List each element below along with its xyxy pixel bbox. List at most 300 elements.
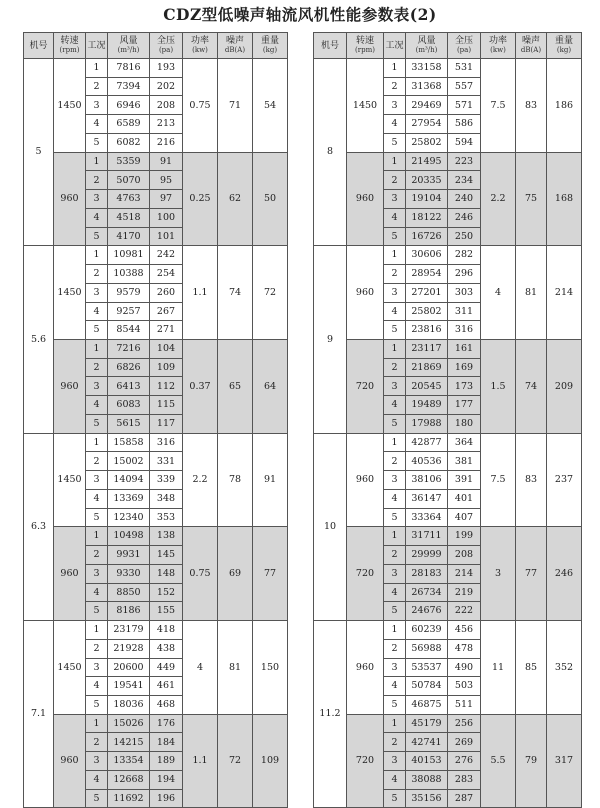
condition-cell: 5	[384, 789, 406, 808]
airflow-cell: 27954	[406, 115, 448, 134]
model-cell: 5.6	[24, 246, 54, 433]
table-row	[24, 152, 288, 171]
col-speed: 转速 (rpm)	[54, 33, 86, 59]
pressure-cell: 240	[448, 190, 481, 209]
airflow-cell: 14215	[108, 733, 150, 752]
pressure-cell: 461	[150, 677, 183, 696]
condition-cell: 1	[86, 59, 108, 78]
condition-cell: 1	[384, 152, 406, 171]
pressure-cell: 180	[448, 414, 481, 433]
condition-cell: 2	[384, 171, 406, 190]
pressure-cell: 223	[448, 152, 481, 171]
condition-cell: 2	[86, 639, 108, 658]
condition-cell: 2	[86, 733, 108, 752]
condition-cell: 3	[86, 658, 108, 677]
model-cell: 11.2	[314, 621, 347, 808]
speed-cell: 960	[347, 152, 384, 246]
noise-cell: 74	[516, 340, 547, 434]
speed-cell: 1450	[54, 621, 86, 715]
col-weight: 重量 (kg)	[547, 33, 582, 59]
table-body	[314, 59, 582, 808]
pressure-cell: 283	[448, 770, 481, 789]
airflow-cell: 31368	[406, 77, 448, 96]
weight-cell: 186	[547, 59, 582, 153]
pressure-cell: 438	[150, 639, 183, 658]
condition-cell: 3	[86, 377, 108, 396]
table-row	[314, 246, 582, 265]
params-table-right	[313, 32, 582, 808]
condition-cell: 5	[86, 133, 108, 152]
airflow-cell: 8544	[108, 321, 150, 340]
pressure-cell: 331	[150, 452, 183, 471]
weight-cell: 168	[547, 152, 582, 246]
airflow-cell: 10388	[108, 265, 150, 284]
pressure-cell: 246	[448, 208, 481, 227]
condition-cell: 5	[384, 414, 406, 433]
pressure-cell: 242	[150, 246, 183, 265]
airflow-cell: 29999	[406, 546, 448, 565]
condition-cell: 1	[384, 59, 406, 78]
condition-cell: 5	[384, 602, 406, 621]
condition-cell: 2	[86, 77, 108, 96]
pressure-cell: 173	[448, 377, 481, 396]
condition-cell: 4	[86, 770, 108, 789]
condition-cell: 4	[384, 770, 406, 789]
pressure-cell: 269	[448, 733, 481, 752]
airflow-cell: 4170	[108, 227, 150, 246]
airflow-cell: 23179	[108, 621, 150, 640]
power-cell: 0.75	[183, 59, 218, 153]
header-row	[314, 33, 582, 59]
condition-cell: 4	[384, 208, 406, 227]
condition-cell: 3	[86, 96, 108, 115]
col-power: 功率 (kw)	[183, 33, 218, 59]
pressure-cell: 100	[150, 208, 183, 227]
condition-cell: 5	[384, 321, 406, 340]
table-row	[314, 433, 582, 452]
pressure-cell: 311	[448, 302, 481, 321]
condition-cell: 1	[384, 433, 406, 452]
condition-cell: 2	[384, 358, 406, 377]
airflow-cell: 42741	[406, 733, 448, 752]
condition-cell: 3	[86, 471, 108, 490]
condition-cell: 1	[86, 340, 108, 359]
airflow-cell: 9257	[108, 302, 150, 321]
condition-cell: 1	[86, 246, 108, 265]
model-cell: 6.3	[24, 433, 54, 620]
noise-cell: 79	[516, 714, 547, 808]
airflow-cell: 16726	[406, 227, 448, 246]
condition-cell: 2	[86, 452, 108, 471]
noise-cell: 77	[516, 527, 547, 621]
airflow-cell: 8850	[108, 583, 150, 602]
model-cell: 10	[314, 433, 347, 620]
header-row	[24, 33, 288, 59]
pressure-cell: 109	[150, 358, 183, 377]
airflow-cell: 5359	[108, 152, 150, 171]
speed-cell: 960	[54, 152, 86, 246]
pressure-cell: 208	[448, 546, 481, 565]
condition-cell: 5	[86, 695, 108, 714]
col-model: 机号	[314, 33, 347, 59]
condition-cell: 3	[384, 564, 406, 583]
pressure-cell: 353	[150, 508, 183, 527]
airflow-cell: 6083	[108, 396, 150, 415]
speed-cell: 1450	[54, 433, 86, 527]
condition-cell: 4	[86, 396, 108, 415]
pressure-cell: 407	[448, 508, 481, 527]
params-table-left	[23, 32, 288, 808]
pressure-cell: 193	[150, 59, 183, 78]
table-row	[314, 621, 582, 640]
airflow-cell: 9931	[108, 546, 150, 565]
airflow-cell: 46875	[406, 695, 448, 714]
condition-cell: 5	[86, 508, 108, 527]
pressure-cell: 189	[150, 752, 183, 771]
col-pressure: 全压 (pa)	[150, 33, 183, 59]
table-row	[314, 59, 582, 78]
pressure-cell: 145	[150, 546, 183, 565]
pressure-cell: 256	[448, 714, 481, 733]
weight-cell: 72	[253, 246, 288, 340]
airflow-cell: 20600	[108, 658, 150, 677]
condition-cell: 1	[86, 621, 108, 640]
col-pressure: 全压 (pa)	[448, 33, 481, 59]
condition-cell: 3	[86, 752, 108, 771]
condition-cell: 4	[384, 302, 406, 321]
power-cell: 5.5	[481, 714, 516, 808]
airflow-cell: 4518	[108, 208, 150, 227]
power-cell: 7.5	[481, 433, 516, 527]
condition-cell: 3	[384, 377, 406, 396]
weight-cell: 64	[253, 340, 288, 434]
pressure-cell: 250	[448, 227, 481, 246]
pressure-cell: 586	[448, 115, 481, 134]
pressure-cell: 199	[448, 527, 481, 546]
pressure-cell: 115	[150, 396, 183, 415]
pressure-cell: 287	[448, 789, 481, 808]
airflow-cell: 12668	[108, 770, 150, 789]
speed-cell: 1450	[54, 59, 86, 153]
airflow-cell: 21928	[108, 639, 150, 658]
airflow-cell: 28183	[406, 564, 448, 583]
power-cell: 4	[481, 246, 516, 340]
weight-cell: 91	[253, 433, 288, 527]
airflow-cell: 20545	[406, 377, 448, 396]
weight-cell: 54	[253, 59, 288, 153]
condition-cell: 2	[384, 546, 406, 565]
speed-cell: 960	[347, 246, 384, 340]
airflow-cell: 60239	[406, 621, 448, 640]
pressure-cell: 276	[448, 752, 481, 771]
pressure-cell: 216	[150, 133, 183, 152]
col-condition: 工况	[86, 33, 108, 59]
pressure-cell: 169	[448, 358, 481, 377]
pressure-cell: 303	[448, 283, 481, 302]
noise-cell: 74	[218, 246, 253, 340]
condition-cell: 1	[384, 246, 406, 265]
pressure-cell: 234	[448, 171, 481, 190]
table-body	[24, 59, 288, 808]
airflow-cell: 28954	[406, 265, 448, 284]
condition-cell: 5	[86, 602, 108, 621]
airflow-cell: 24676	[406, 602, 448, 621]
col-airflow: 风量 (m³/h)	[406, 33, 448, 59]
airflow-cell: 30606	[406, 246, 448, 265]
noise-cell: 72	[218, 714, 253, 808]
pressure-cell: 202	[150, 77, 183, 96]
condition-cell: 2	[384, 265, 406, 284]
table-row	[314, 340, 582, 359]
airflow-cell: 36147	[406, 489, 448, 508]
condition-cell: 2	[86, 171, 108, 190]
weight-cell: 237	[547, 433, 582, 527]
pressure-cell: 213	[150, 115, 183, 134]
airflow-cell: 7394	[108, 77, 150, 96]
condition-cell: 4	[86, 208, 108, 227]
pressure-cell: 254	[150, 265, 183, 284]
pressure-cell: 381	[448, 452, 481, 471]
condition-cell: 2	[384, 452, 406, 471]
weight-cell: 214	[547, 246, 582, 340]
airflow-cell: 20335	[406, 171, 448, 190]
airflow-cell: 19541	[108, 677, 150, 696]
page-title: CDZ型低噪声轴流风机性能参数表(2)	[163, 5, 437, 24]
airflow-cell: 27201	[406, 283, 448, 302]
pressure-cell: 449	[150, 658, 183, 677]
pressure-cell: 148	[150, 564, 183, 583]
airflow-cell: 10981	[108, 246, 150, 265]
condition-cell: 1	[86, 527, 108, 546]
pressure-cell: 557	[448, 77, 481, 96]
condition-cell: 5	[86, 414, 108, 433]
speed-cell: 960	[347, 621, 384, 715]
power-cell: 2.2	[183, 433, 218, 527]
speed-cell: 960	[54, 527, 86, 621]
noise-cell: 69	[218, 527, 253, 621]
weight-cell: 77	[253, 527, 288, 621]
power-cell: 2.2	[481, 152, 516, 246]
weight-cell: 209	[547, 340, 582, 434]
condition-cell: 3	[384, 190, 406, 209]
airflow-cell: 40153	[406, 752, 448, 771]
noise-cell: 81	[218, 621, 253, 715]
pressure-cell: 478	[448, 639, 481, 658]
airflow-cell: 13354	[108, 752, 150, 771]
speed-cell: 1450	[347, 59, 384, 153]
table-row	[314, 714, 582, 733]
table-row	[314, 527, 582, 546]
airflow-cell: 29469	[406, 96, 448, 115]
noise-cell: 85	[516, 621, 547, 715]
condition-cell: 5	[384, 133, 406, 152]
table-row	[24, 59, 288, 78]
table-row	[314, 152, 582, 171]
pressure-cell: 155	[150, 602, 183, 621]
airflow-cell: 21869	[406, 358, 448, 377]
airflow-cell: 13369	[108, 489, 150, 508]
airflow-cell: 18122	[406, 208, 448, 227]
pressure-cell: 490	[448, 658, 481, 677]
airflow-cell: 17988	[406, 414, 448, 433]
pressure-cell: 97	[150, 190, 183, 209]
speed-cell: 960	[54, 714, 86, 808]
pressure-cell: 222	[448, 602, 481, 621]
pressure-cell: 104	[150, 340, 183, 359]
condition-cell: 1	[384, 340, 406, 359]
airflow-cell: 5070	[108, 171, 150, 190]
airflow-cell: 23117	[406, 340, 448, 359]
power-cell: 3	[481, 527, 516, 621]
speed-cell: 1450	[54, 246, 86, 340]
weight-cell: 246	[547, 527, 582, 621]
power-cell: 1.5	[481, 340, 516, 434]
condition-cell: 3	[384, 96, 406, 115]
model-cell: 7.1	[24, 621, 54, 808]
airflow-cell: 6946	[108, 96, 150, 115]
pressure-cell: 418	[150, 621, 183, 640]
airflow-cell: 12340	[108, 508, 150, 527]
pressure-cell: 117	[150, 414, 183, 433]
airflow-cell: 18036	[108, 695, 150, 714]
model-cell: 9	[314, 246, 347, 433]
airflow-cell: 8186	[108, 602, 150, 621]
noise-cell: 78	[218, 433, 253, 527]
pressure-cell: 112	[150, 377, 183, 396]
condition-cell: 4	[384, 396, 406, 415]
pressure-cell: 138	[150, 527, 183, 546]
power-cell: 0.25	[183, 152, 218, 246]
weight-cell: 150	[253, 621, 288, 715]
table-row	[24, 621, 288, 640]
airflow-cell: 38106	[406, 471, 448, 490]
condition-cell: 4	[384, 115, 406, 134]
condition-cell: 1	[384, 714, 406, 733]
table-row	[24, 246, 288, 265]
airflow-cell: 40536	[406, 452, 448, 471]
power-cell: 1.1	[183, 714, 218, 808]
airflow-cell: 7816	[108, 59, 150, 78]
condition-cell: 4	[384, 489, 406, 508]
airflow-cell: 53537	[406, 658, 448, 677]
airflow-cell: 31711	[406, 527, 448, 546]
airflow-cell: 6082	[108, 133, 150, 152]
pressure-cell: 594	[448, 133, 481, 152]
weight-cell: 317	[547, 714, 582, 808]
condition-cell: 2	[86, 358, 108, 377]
airflow-cell: 11692	[108, 789, 150, 808]
condition-cell: 5	[384, 508, 406, 527]
airflow-cell: 10498	[108, 527, 150, 546]
pressure-cell: 267	[150, 302, 183, 321]
speed-cell: 960	[54, 340, 86, 434]
pressure-cell: 214	[448, 564, 481, 583]
airflow-cell: 4763	[108, 190, 150, 209]
condition-cell: 3	[86, 564, 108, 583]
weight-cell: 352	[547, 621, 582, 715]
pressure-cell: 468	[150, 695, 183, 714]
pressure-cell: 184	[150, 733, 183, 752]
condition-cell: 4	[384, 583, 406, 602]
weight-cell: 109	[253, 714, 288, 808]
power-cell: 0.37	[183, 340, 218, 434]
condition-cell: 3	[86, 190, 108, 209]
col-noise: 噪声 dB(A)	[516, 33, 547, 59]
airflow-cell: 6413	[108, 377, 150, 396]
noise-cell: 83	[516, 433, 547, 527]
condition-cell: 5	[384, 695, 406, 714]
pressure-cell: 391	[448, 471, 481, 490]
speed-cell: 720	[347, 527, 384, 621]
noise-cell: 83	[516, 59, 547, 153]
speed-cell: 720	[347, 714, 384, 808]
airflow-cell: 6589	[108, 115, 150, 134]
speed-cell: 720	[347, 340, 384, 434]
pressure-cell: 194	[150, 770, 183, 789]
pressure-cell: 316	[448, 321, 481, 340]
airflow-cell: 5615	[108, 414, 150, 433]
pressure-cell: 339	[150, 471, 183, 490]
airflow-cell: 42877	[406, 433, 448, 452]
speed-cell: 960	[347, 433, 384, 527]
pressure-cell: 95	[150, 171, 183, 190]
condition-cell: 2	[86, 265, 108, 284]
airflow-cell: 26734	[406, 583, 448, 602]
noise-cell: 62	[218, 152, 253, 246]
condition-cell: 3	[384, 658, 406, 677]
condition-cell: 2	[384, 77, 406, 96]
col-noise: 噪声 dB(A)	[218, 33, 253, 59]
model-cell: 5	[24, 59, 54, 246]
pressure-cell: 316	[150, 433, 183, 452]
airflow-cell: 15026	[108, 714, 150, 733]
airflow-cell: 38088	[406, 770, 448, 789]
condition-cell: 3	[384, 283, 406, 302]
pressure-cell: 511	[448, 695, 481, 714]
condition-cell: 1	[86, 433, 108, 452]
pressure-cell: 296	[448, 265, 481, 284]
col-speed: 转速 (rpm)	[347, 33, 384, 59]
condition-cell: 4	[86, 489, 108, 508]
condition-cell: 2	[384, 639, 406, 658]
noise-cell: 81	[516, 246, 547, 340]
condition-cell: 3	[384, 752, 406, 771]
pressure-cell: 401	[448, 489, 481, 508]
col-condition: 工况	[384, 33, 406, 59]
model-cell: 8	[314, 59, 347, 246]
weight-cell: 50	[253, 152, 288, 246]
condition-cell: 5	[384, 227, 406, 246]
pressure-cell: 208	[150, 96, 183, 115]
table-row	[24, 340, 288, 359]
pressure-cell: 177	[448, 396, 481, 415]
table-row	[24, 527, 288, 546]
pressure-cell: 364	[448, 433, 481, 452]
condition-cell: 5	[86, 227, 108, 246]
condition-cell: 1	[384, 527, 406, 546]
condition-cell: 1	[384, 621, 406, 640]
condition-cell: 3	[86, 283, 108, 302]
condition-cell: 1	[86, 152, 108, 171]
condition-cell: 4	[86, 583, 108, 602]
airflow-cell: 6826	[108, 358, 150, 377]
airflow-cell: 45179	[406, 714, 448, 733]
power-cell: 1.1	[183, 246, 218, 340]
airflow-cell: 33364	[406, 508, 448, 527]
airflow-cell: 25802	[406, 302, 448, 321]
airflow-cell: 15858	[108, 433, 150, 452]
table-row	[24, 433, 288, 452]
